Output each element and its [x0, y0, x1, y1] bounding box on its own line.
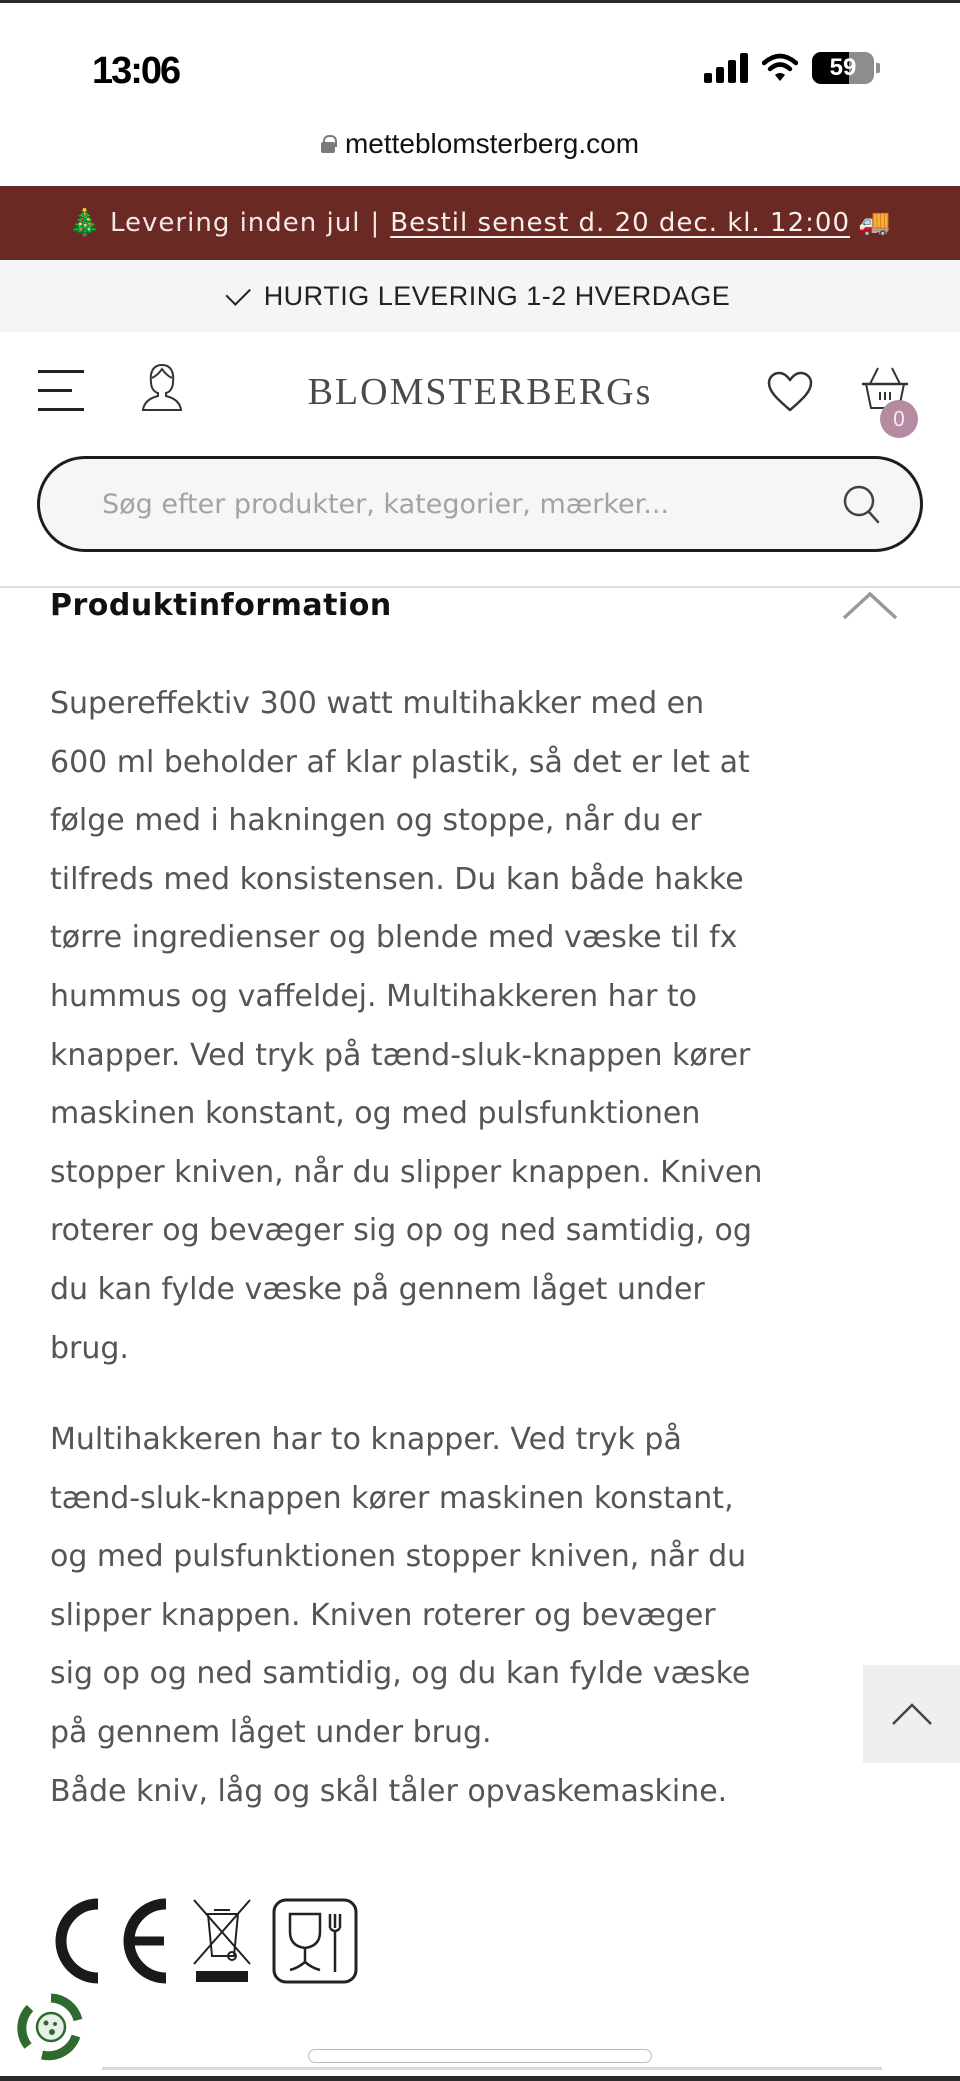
description-line: slipper knappen. Kniven roterer og bevæger — [50, 1597, 716, 1633]
search-bar — [37, 456, 923, 552]
cart-count-badge[interactable]: 0 — [880, 400, 918, 438]
description-line: på gennem låget under brug. — [50, 1714, 492, 1750]
description-line: roterer og bevæger sig op og ned samtidig, og — [50, 1213, 752, 1249]
battery-icon — [812, 52, 874, 84]
product-info-title: Produktinformation — [50, 588, 392, 623]
back-to-top-button[interactable] — [863, 1665, 960, 1763]
product-description-paragraph-2 — [50, 1411, 900, 1821]
search-icon[interactable] — [840, 482, 884, 526]
eco-recycle-badge-icon — [16, 1992, 86, 2062]
status-time: 13:06 — [92, 50, 180, 92]
site-logo[interactable]: BLOMSTERBERGs — [307, 371, 653, 413]
site-header — [0, 332, 960, 452]
usp-bar — [0, 260, 960, 332]
search-input[interactable] — [102, 489, 840, 520]
description-line: Både kniv, låg og skål tåler opvaskemaskine. — [50, 1773, 728, 1809]
delivery-truck-icon: 🚚 — [857, 208, 892, 238]
description-line: tilfreds med konsistensen. Du kan både hakke — [50, 861, 744, 897]
weee-crossed-bin-icon — [192, 1898, 252, 1984]
heart-icon[interactable] — [766, 370, 814, 414]
description-line: hummus og vaffeldej. Multihakkeren har to — [50, 978, 698, 1014]
battery-level: 59 — [829, 54, 857, 81]
product-description-paragraph-1 — [50, 675, 900, 1378]
checkmark-icon — [225, 280, 250, 305]
cellular-signal-icon — [704, 53, 748, 83]
description-line: 600 ml beholder af klar plastik, så det er let at — [50, 744, 750, 780]
lock-icon — [321, 135, 335, 153]
description-line: brug. — [50, 1330, 129, 1366]
food-safe-glass-fork-icon — [272, 1898, 358, 1984]
description-line: Multihakkeren har to knapper. Ved tryk på — [50, 1422, 682, 1457]
address-bar[interactable] — [0, 128, 960, 160]
description-line: og med pulsfunktionen stopper kniven, når du — [50, 1539, 747, 1575]
screen-bottom-edge — [0, 2076, 960, 2081]
description-line: Supereffektiv 300 watt multihakker med en — [50, 686, 705, 721]
scroll-indicator — [102, 2067, 882, 2070]
description-line: knapper. Ved tryk på tænd-sluk-knappen kører — [50, 1037, 751, 1073]
description-line: du kan fylde væske på gennem låget under — [50, 1271, 705, 1307]
promo-banner — [0, 186, 960, 260]
wifi-icon — [762, 53, 798, 83]
description-line: følge med i hakningen og stoppe, når du er — [50, 803, 702, 839]
battery-tip — [876, 63, 880, 73]
description-line: tænd-sluk-knappen kører maskinen konstant, — [50, 1480, 734, 1516]
description-line: maskinen konstant, og med pulsfunktionen — [50, 1096, 701, 1132]
promo-deadline-link[interactable]: Bestil senest d. 20 dec. kl. 12:00 — [390, 208, 850, 238]
ce-mark-icon — [48, 1898, 172, 1984]
status-icons — [704, 52, 880, 84]
description-line: sig op og ned samtidig, og du kan fylde væske — [50, 1656, 751, 1692]
home-indicator[interactable] — [308, 2049, 652, 2063]
usp-text: HURTIG LEVERING 1-2 HVERDAGE — [263, 280, 731, 311]
certification-icons — [48, 1896, 358, 1986]
promo-text: Levering inden jul — [110, 208, 361, 238]
product-info-accordion-header[interactable] — [50, 588, 910, 624]
chevron-up-icon[interactable] — [840, 588, 900, 628]
promo-separator: | — [370, 208, 381, 238]
status-bar — [0, 0, 960, 120]
description-line: stopper kniven, når du slipper knappen. Kniven — [50, 1154, 763, 1190]
url-text: metteblomsterberg.com — [344, 128, 640, 159]
christmas-tree-icon: 🎄 — [68, 208, 103, 238]
description-line: tørre ingredienser og blende med væske til fx — [50, 920, 738, 956]
chevron-up-icon — [890, 1701, 934, 1727]
